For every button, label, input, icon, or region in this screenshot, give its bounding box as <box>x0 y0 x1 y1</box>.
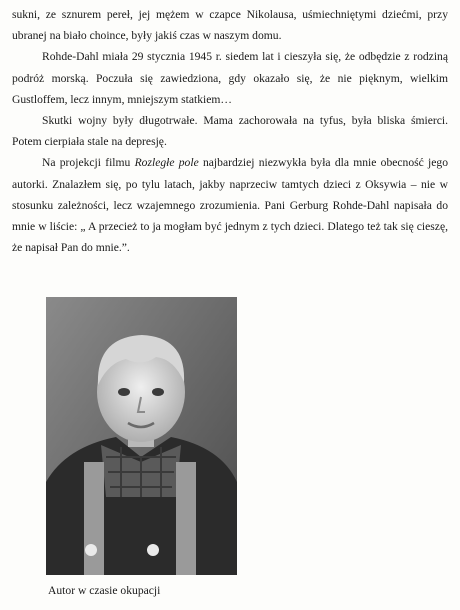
photo-illustration <box>46 297 237 575</box>
body-text <box>12 4 448 258</box>
paragraph-4-after: najbardziej niezwykła była dla mnie obecność jego autorki. Znalazłem się, po tylu latach, jakby naprzeciw tamtych dzieci z Oksywia – nie w stosunku zależności, lecz wzajemnego zrozumienia. Pani Gerburg Rohde-Dahl napisała do mnie w liście: „ A przecież to ja mogłam być jednym z tych dzieci. Dlatego też tak się cieszę, że napisał Pan do mnie.”. <box>12 156 449 255</box>
photo-caption: Autor w czasie okupacji <box>48 584 161 597</box>
paragraph-3: Skutki wojny były długotrwałe. Mama zachorowała na tyfus, była bliska śmierci. Potem cierpiała stale na depresję. <box>12 114 448 149</box>
paragraph-4-before: Na projekcji filmu <box>42 156 135 170</box>
paragraph-1: sukni, ze sznurem pereł, jej mężem w czapce Nikolausa, uśmiechniętymi dziećmi, przy ubranej na biało choince, były jakiś czas w naszym domu. <box>12 8 448 43</box>
paragraph-4 <box>12 152 448 258</box>
paragraph-2: Rohde-Dahl miała 29 stycznia 1945 r. siedem lat i cieszyła się, że odbędzie z rodziną podróż morską. Poczuła się zawiedziona, gdy okazało się, że nie pięknym, wielkim Gustloffem, lecz innym, mniejszym statkiem… <box>12 50 448 106</box>
author-childhood-photo <box>46 297 237 575</box>
film-title: Rozległe pole <box>134 156 199 170</box>
